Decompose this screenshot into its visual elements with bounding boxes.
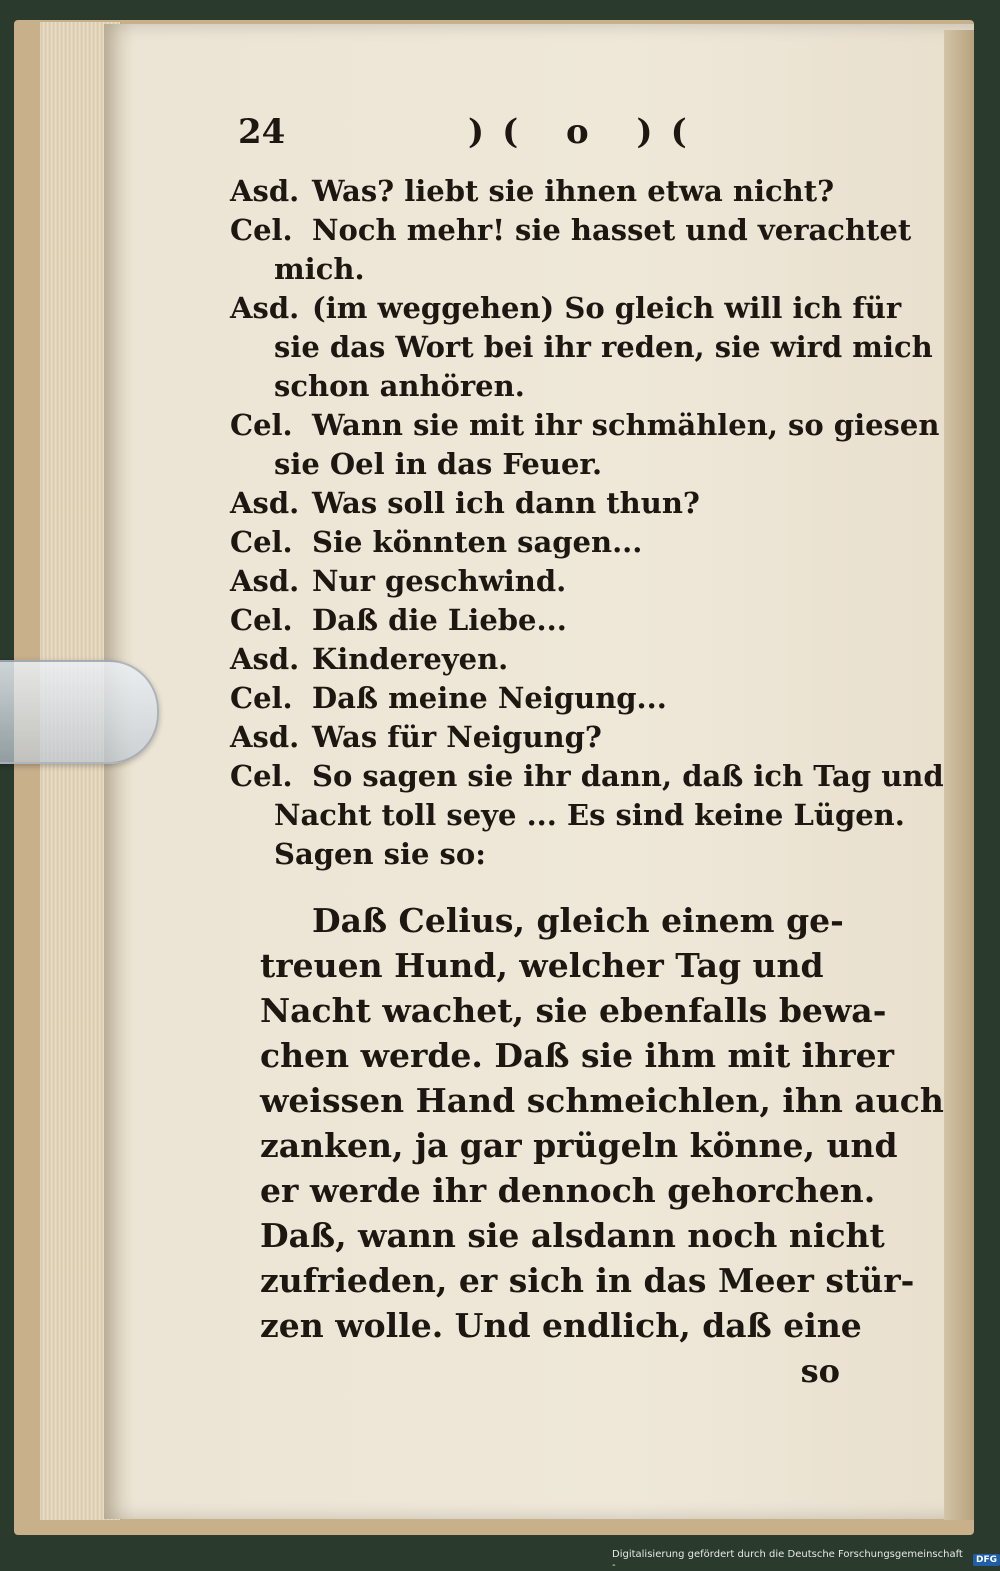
dialogue-line <box>230 289 902 328</box>
dialogue-block <box>230 172 944 874</box>
dialogue-line <box>230 757 944 796</box>
dialogue-line <box>230 172 870 211</box>
speech-text: Was? liebt sie ihnen etwa nicht? <box>312 174 835 208</box>
dialogue-line <box>230 718 870 757</box>
page-number: 24 <box>238 112 286 152</box>
speaker-label: Asd. <box>230 564 300 598</box>
dialogue-line <box>230 640 870 679</box>
speaker-label: Cel. <box>230 759 293 793</box>
speaker-label: Asd. <box>230 174 300 208</box>
dialogue-line <box>230 523 870 562</box>
speech-text: Nur geschwind. <box>312 564 567 598</box>
speaker-label: Cel. <box>230 681 293 715</box>
speech-text: Kindereyen. <box>312 642 509 676</box>
verse-line: zufrieden, er sich in das Meer stür- <box>260 1261 915 1300</box>
speaker-label: Asd. <box>230 720 300 754</box>
speaker-label: Cel. <box>230 525 293 559</box>
verse-line: weissen Hand schmeichlen, ihn auch <box>260 1081 944 1120</box>
verse-block <box>230 898 944 1348</box>
dialogue-line <box>230 679 870 718</box>
header-ornament: )( o )( <box>468 112 705 152</box>
verse-line: Daß Celius, gleich einem ge- <box>312 901 844 940</box>
speech-continuation: Sagen sie so: <box>274 837 486 871</box>
dialogue-line <box>230 211 912 250</box>
verse-line: chen werde. Daß sie ihm mit ihrer <box>260 1036 894 1075</box>
speaker-label: Cel. <box>230 603 293 637</box>
dialogue-line <box>230 406 940 445</box>
speech-continuation: sie Oel in das Feuer. <box>274 447 603 481</box>
page-header <box>230 112 870 172</box>
verse-line: Daß, wann sie alsdann noch nicht <box>260 1216 885 1255</box>
speech-continuation: schon anhören. <box>274 369 525 403</box>
verse-line: treuen Hund, welcher Tag und <box>260 946 824 985</box>
speaker-label: Asd. <box>230 486 300 520</box>
speech-continuation: Nacht toll seye ... Es sind keine Lügen. <box>274 798 905 832</box>
speech-text: Sie könnten sagen... <box>312 525 643 559</box>
dialogue-line <box>230 562 870 601</box>
speech-continuation: mich. <box>274 252 365 286</box>
speaker-label: Cel. <box>230 213 293 247</box>
catchword: so <box>800 1352 840 1390</box>
speech-text: Noch mehr! sie hasset und verachtet <box>312 213 912 247</box>
verse-line: zanken, ja gar prügeln könne, und <box>260 1126 898 1165</box>
verse-line: zen wolle. Und endlich, daß eine <box>260 1306 862 1345</box>
speaker-label: Cel. <box>230 408 293 442</box>
footer-text: Digitalisierung gefördert durch die Deutsche Forschungsgemeinschaft - <box>612 1549 963 1571</box>
speech-text: Was soll ich dann thun? <box>312 486 700 520</box>
speaker-label: Asd. <box>230 291 300 325</box>
speech-continuation: sie das Wort bei ihr reden, sie wird mich <box>274 330 933 364</box>
page-holder-clip <box>0 660 159 764</box>
speaker-label: Asd. <box>230 642 300 676</box>
speech-text: So sagen sie ihr dann, daß ich Tag und <box>312 759 944 793</box>
speech-text: Daß meine Neigung... <box>312 681 667 715</box>
dialogue-line <box>230 601 870 640</box>
speech-text: Was für Neigung? <box>312 720 602 754</box>
verse-line: er werde ihr dennoch gehorchen. <box>260 1171 876 1210</box>
page-content <box>230 112 944 1390</box>
speech-text: (im weggehen) So gleich will ich für <box>312 291 902 325</box>
speech-text: Wann sie mit ihr schmählen, so giesen <box>312 408 940 442</box>
verse-line: Nacht wachet, sie ebenfalls bewa- <box>260 991 887 1030</box>
dfg-logo-icon: DFG <box>973 1554 1000 1566</box>
dialogue-line <box>230 484 870 523</box>
speech-text: Daß die Liebe... <box>312 603 567 637</box>
book-right-edge <box>944 30 974 1520</box>
digitization-footer <box>612 1551 1000 1569</box>
